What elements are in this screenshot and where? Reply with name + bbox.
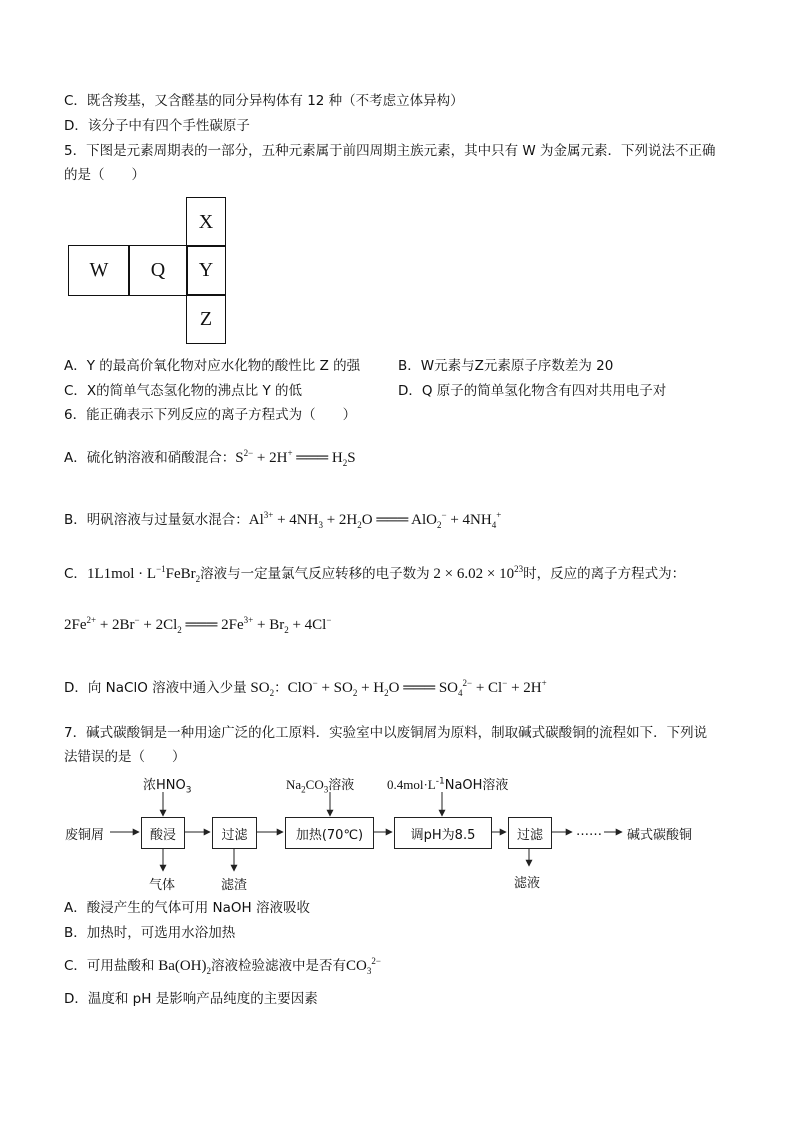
q5-stem-line1: 5．下图是元素周期表的一部分，五种元素属于前四周期主族元素，其中只有 W 为金属元素．下列说法不正确 (64, 143, 716, 159)
q6-b-prefix: B．明矾溶液与过量氨水混合： (64, 512, 249, 528)
q6-option-b (64, 511, 501, 529)
reagent-na2co3: $Na_2CO_3$溶液 (286, 777, 355, 795)
q7-stem-line2: 法错误的是（ ） (64, 749, 186, 765)
cell-x: X (186, 197, 226, 247)
q6-c-text1: 溶液与一定量氯气反应转移的电子数为 (200, 566, 430, 582)
cell-w: W (68, 245, 130, 296)
cell-y: Y (186, 245, 226, 296)
q6-c-conc: $1L1mol \cdot L^{-1}FeBr_2$ (86, 564, 201, 584)
q6-c-equation: $2Fe^{2+} + 2Br^- + 2Cl_2$ ═══ $2Fe^{3+} + Br_2 + 4Cl^-$ (64, 615, 332, 635)
q6-d-equation: $ClO^- + SO_2 + H_2O$ ═══ $SO_4^{2-} + Cl^- + 2H^+$ (287, 678, 547, 698)
q6-c-electrons: $2 \times 6.02 \times 10^{23}$ (429, 564, 524, 582)
q5-option-a: A．Y 的最高价氧化物对应水化物的酸性比 Z 的强 (64, 358, 361, 374)
flow-step-filter-1: 过滤 (212, 817, 257, 849)
q7-option-d: D．温度和 pH 是影响产品纯度的主要因素 (64, 991, 318, 1007)
q5-option-d: D．Q 原子的简单氢化物含有四对共用电子对 (398, 383, 667, 399)
q5-option-b: B．W元素与Z元素原子序数差为 20 (398, 358, 614, 374)
q6-d-colon: ： (274, 680, 288, 696)
q4-option-d: D．该分子中有四个手性碳原子 (64, 118, 250, 134)
flow-step-adjust-ph: 调pH为8.5 (394, 817, 492, 849)
flow-step-acid-leach: 酸浸 (141, 817, 185, 849)
q7-option-b: B．加热时，可选用水浴加热 (64, 925, 236, 941)
flow-end: 碱式碳酸铜 (627, 828, 693, 843)
q7-stem-line1: 7．碱式碳酸铜是一种用途广泛的化工原料．实验室中以废铜屑为原料，制取碱式碳酸铜的流程如下．下列说 (64, 725, 708, 741)
q7-c-mid: 溶液检验滤液中是否有 (211, 958, 347, 974)
q6-option-a (64, 449, 356, 467)
reagent-naoh: $0.4mol\cdot L^{-1}NaOH$溶液 (387, 776, 509, 793)
q5-option-c: C．X的简单气态氢化物的沸点比 Y 的低 (64, 383, 303, 399)
output-gas: 气体 (149, 878, 176, 893)
q7-option-a: A．酸浸产生的气体可用 NaOH 溶液吸收 (64, 900, 310, 916)
q6-d-prefix: D．向 NaClO 溶液中通入少量 (64, 680, 247, 696)
q6-a-equation: $S^{2-} + 2H^+$ ═══ $H_2S$ (235, 448, 356, 468)
flow-step-filter-2: 过滤 (508, 817, 552, 849)
output-filtrate: 滤液 (514, 876, 541, 891)
flow-dots: …… (576, 824, 602, 839)
q6-stem: 6．能正确表示下列反应的离子方程式为（ ） (64, 407, 357, 423)
q5-stem-line2: 的是（ ） (64, 167, 145, 183)
q7-c-co3: $CO_3^{2-}$ (346, 956, 381, 976)
cell-q: Q (128, 245, 188, 296)
output-residue: 滤渣 (221, 878, 248, 893)
q6-option-c (64, 565, 685, 583)
cell-z: Z (186, 294, 226, 344)
q7-c-baoh2: $Ba(OH)_2$ (154, 958, 212, 976)
q6-c-text2: 时，反应的离子方程式为： (523, 566, 686, 582)
q6-a-prefix: A．硫化钠溶液和硝酸混合： (64, 450, 236, 466)
q7-option-c (64, 957, 381, 975)
q6-b-equation: $Al^{3+} + 4NH_3 + 2H_2O$ ═══ $AlO_2^- + 4NH_4^+$ (248, 510, 502, 530)
reagent-hno3: 浓$HNO_3$ (143, 778, 192, 796)
q6-d-so2: $SO_2$ (246, 680, 275, 698)
flow-start: 废铜屑 (65, 828, 105, 843)
q4-option-c: C．既含羧基，又含醛基的同分异构体有 12 种（不考虑立体异构） (64, 93, 464, 109)
q7-c-prefix: C．可用盐酸和 (64, 958, 155, 974)
q6-c-prefix: C． (64, 566, 87, 582)
q6-option-d (64, 679, 547, 697)
flow-step-heat: 加热(70℃) (285, 817, 374, 849)
